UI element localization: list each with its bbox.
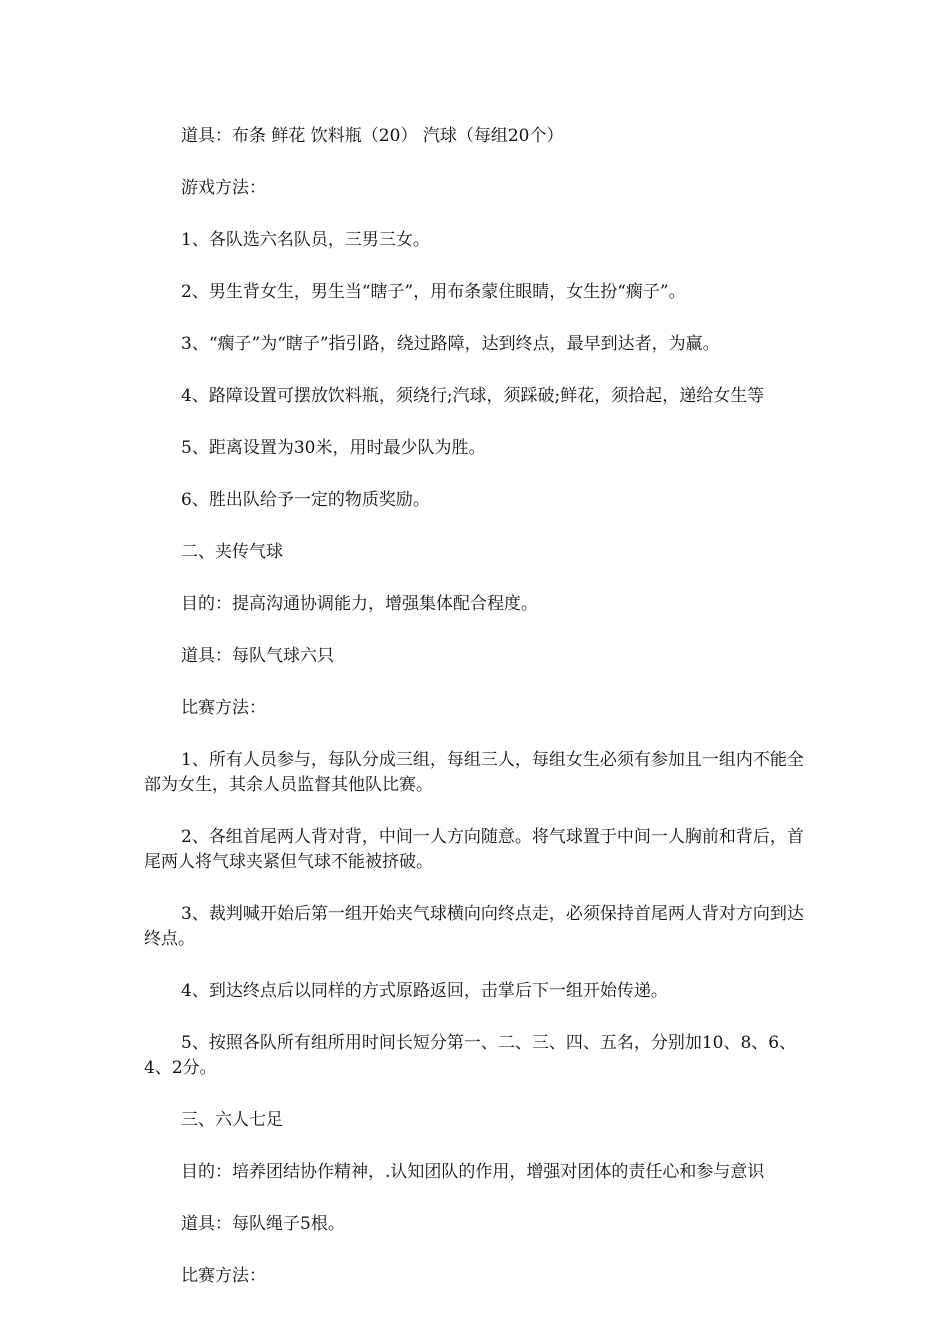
six-seven-props: 道具：每队绳子5根。: [181, 1214, 345, 1234]
props-line: 道具：布条 鲜花 饮料瓶（20） 汽球（每组20个）: [181, 126, 564, 146]
rule-3: 3、“瘸子”为“瞎子”指引路，绕过路障，达到终点，最早到达者，为赢。: [181, 334, 720, 354]
six-seven-method-heading: 比赛方法：: [181, 1266, 266, 1286]
document-body: [144, 124, 814, 1316]
section-heading-balloon: 二、夹传气球: [181, 542, 283, 562]
rule-4: 4、路障设置可摆放饮料瓶，须绕行;汽球，须踩破;鲜花，须拾起，递给女生等: [181, 386, 765, 406]
rule-1: 1、各队选六名队员，三男三女。: [181, 230, 430, 250]
balloon-rule-3: 3、裁判喊开始后第一组开始夹气球横向向终点走，必须保持首尾两人背对方向到达终点。: [144, 904, 804, 949]
six-seven-purpose: 目的：培养团结协作精神，.认知团队的作用，增强对团体的责任心和参与意识: [181, 1162, 765, 1182]
balloon-rule-4: 4、到达终点后以同样的方式原路返回，击掌后下一组开始传递。: [181, 981, 668, 1001]
balloon-rule-5: 5、按照各队所有组所用时间长短分第一、二、三、四、五名，分别加10、8、6、4、2分。: [144, 1033, 797, 1078]
game-method-heading: 游戏方法：: [181, 178, 266, 198]
balloon-props: 道具：每队气球六只: [181, 646, 334, 666]
rule-5: 5、距离设置为30米，用时最少队为胜。: [181, 438, 486, 458]
rule-6: 6、胜出队给予一定的物质奖励。: [181, 490, 430, 510]
section-heading-six-seven: 三、六人七足: [181, 1110, 283, 1130]
rule-2: 2、男生背女生，男生当“瞎子”，用布条蒙住眼睛，女生扮“瘸子”。: [181, 282, 686, 302]
balloon-rule-2: 2、各组首尾两人背对背，中间一人方向随意。将气球置于中间一人胸前和背后，首尾两人将气球夹紧但气球不能被挤破。: [144, 827, 804, 872]
balloon-purpose: 目的：提高沟通协调能力，增强集体配合程度。: [181, 594, 538, 614]
balloon-method-heading: 比赛方法：: [181, 698, 266, 718]
balloon-rule-1: 1、所有人员参与，每队分成三组，每组三人，每组女生必须有参加且一组内不能全部为女生，其余人员监督其他队比赛。: [144, 750, 804, 795]
